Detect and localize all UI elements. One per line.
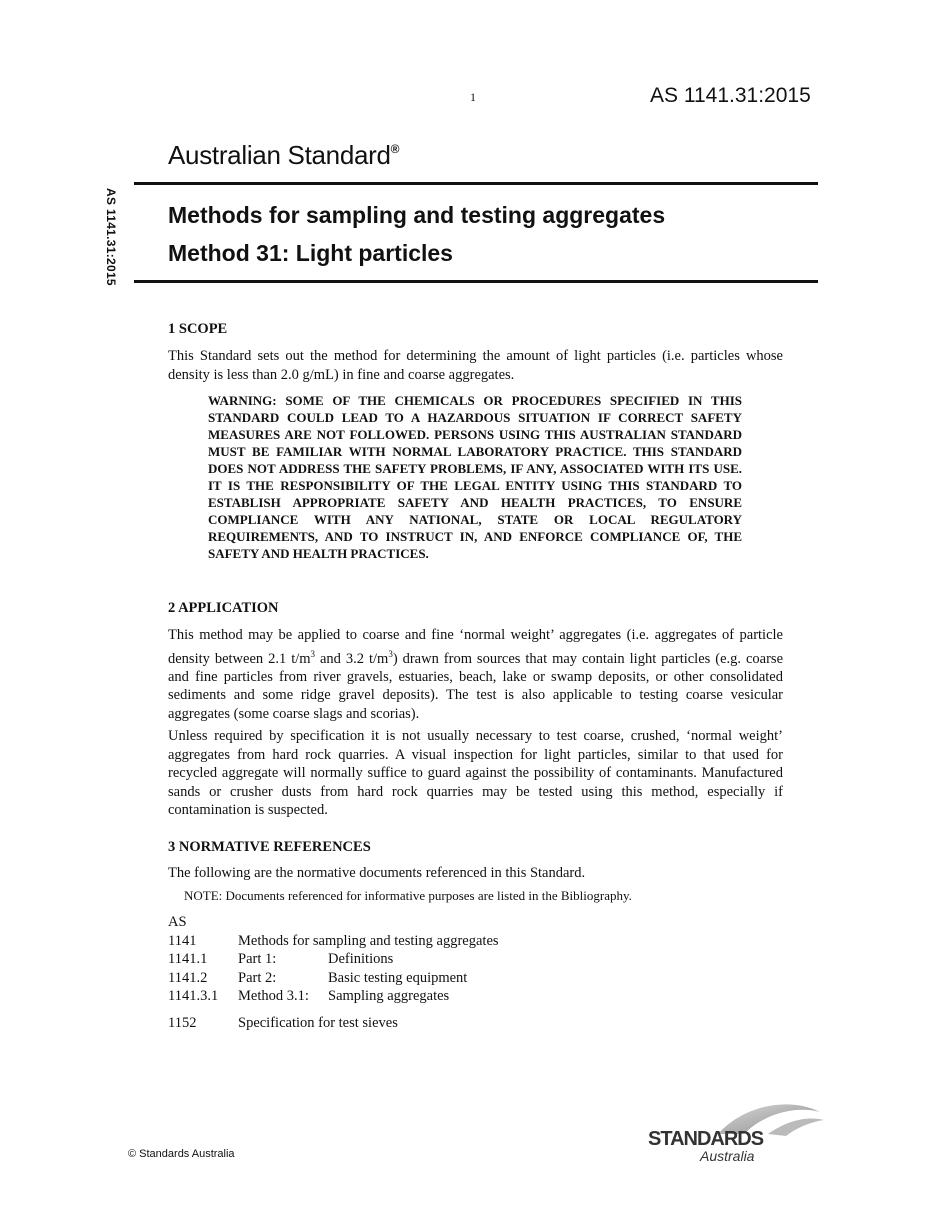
- bottom-rule: [134, 280, 818, 283]
- application-para-1-a: This method may be applied to coarse and fine ‘normal weight’ aggregates (i.e. aggregates of particle density between 2.1 t/m: [168, 627, 783, 667]
- copyright-notice: © Standards Australia: [128, 1148, 235, 1160]
- application-para-2: Unless required by specification it is not usually necessary to test coarse, crushed, ‘normal weight’ aggregates from hard rock quarries. A visual inspection for light particles, similar to that used for recycled aggregate will normally suffice to guard against the possibility of contaminants. Manufactured sands or crusher dusts from hard rock quarries may be tested using this method, especially if contamination is suspected.: [168, 728, 783, 818]
- reference-row: [168, 969, 768, 987]
- reference-row: [168, 1014, 768, 1032]
- as-label: [168, 913, 768, 931]
- side-code-text: AS 1141.31:2015: [104, 188, 118, 286]
- safety-warning: WARNING: SOME OF THE CHEMICALS OR PROCEDURES SPECIFIED IN THIS STANDARD COULD LEAD TO A HAZARDOUS SITUATION IF CORRECT SAFETY MEASURES ARE NOT FOLLOWED. PERSONS USING THIS AUSTRALIAN STANDARD MUST BE FAMILIAR WITH NORMAL LABORATORY PRACTICE. THIS STANDARD DOES NOT ADDRESS THE SAFETY PROBLEMS, IF ANY, ASSOCIATED WITH ITS USE. IT IS THE RESPONSIBILITY OF THE LEGAL ENTITY USING THIS STANDARD TO ESTABLISH APPROPRIATE SAFETY AND HEALTH PRACTICES, TO ENSURE COMPLIANCE WITH ANY NATIONAL, STATE OR LOCAL REGULATORY REQUIREMENTS, AND TO INSTRUCT IN, AND ENFORCE COMPLIANCE OF, THE SAFETY AND HEALTH PRACTICES.: [208, 393, 742, 561]
- superscript-3-b: 3: [388, 648, 393, 659]
- standards-australia-logo: [648, 1098, 828, 1164]
- top-rule: [134, 182, 818, 185]
- registered-mark: ®: [390, 142, 400, 156]
- reference-title: Basic testing equipment: [328, 970, 468, 986]
- standard-code: AS 1141.31:2015: [650, 84, 811, 107]
- reference-code: 1141.2: [168, 970, 208, 986]
- reference-row: [168, 950, 768, 968]
- logo-wordmark: STANDARDS: [648, 1128, 764, 1150]
- references-note: NOTE: Documents referenced for informative purposes are listed in the Bibliography.: [184, 888, 632, 903]
- reference-code: 1141.1: [168, 951, 208, 967]
- as-label-text: AS: [168, 914, 187, 930]
- reference-title: Definitions: [328, 951, 394, 967]
- logo-subtext: Australia: [700, 1148, 755, 1164]
- reference-code: 1141.3.1: [168, 988, 219, 1004]
- reference-code: 1141: [168, 933, 197, 949]
- reference-title: Sampling aggregates: [328, 988, 450, 1004]
- reference-part: Part 2:: [238, 970, 277, 986]
- application-para-1: [168, 626, 783, 723]
- reference-part: Part 1:: [238, 951, 277, 967]
- reference-part: Method 3.1:: [238, 988, 309, 1004]
- reference-row: [168, 932, 768, 950]
- brand-title: [168, 140, 399, 171]
- doc-title-line1: Methods for sampling and testing aggregates: [168, 202, 666, 228]
- reference-row: [168, 987, 768, 1005]
- application-para-1-b: and 3.2 t/m: [315, 650, 389, 667]
- section-heading-references: 3 NORMATIVE REFERENCES: [168, 839, 371, 855]
- doc-title-line2: Method 31: Light particles: [168, 240, 453, 266]
- brand-name: Australian Standard: [168, 140, 391, 170]
- section-heading-application: 2 APPLICATION: [168, 600, 279, 616]
- reference-part: Methods for sampling and testing aggregates: [238, 933, 499, 949]
- section-heading-scope: 1 SCOPE: [168, 321, 228, 337]
- references-intro: The following are the normative documents referenced in this Standard.: [168, 865, 586, 881]
- page-number: 1: [470, 90, 476, 104]
- superscript-3-a: 3: [310, 648, 316, 659]
- scope-body: This Standard sets out the method for determining the amount of light particles (i.e. particles whose density is less than 2.0 g/mL) in fine and coarse aggregates.: [168, 348, 783, 383]
- side-code-vertical: [98, 188, 130, 298]
- reference-code: 1152: [168, 1015, 197, 1031]
- application-para-1-c: ) drawn from sources that may contain light particles (e.g. coarse and fine particles from river gravels, estuaries, beach, lake or swamp deposits, or other consolidated sediments and some ridge gravel deposits). The test is also applicable to testing coarse vesicular aggregates (some coarse slags and scorias).: [168, 650, 783, 722]
- reference-part: Specification for test sieves: [238, 1015, 398, 1031]
